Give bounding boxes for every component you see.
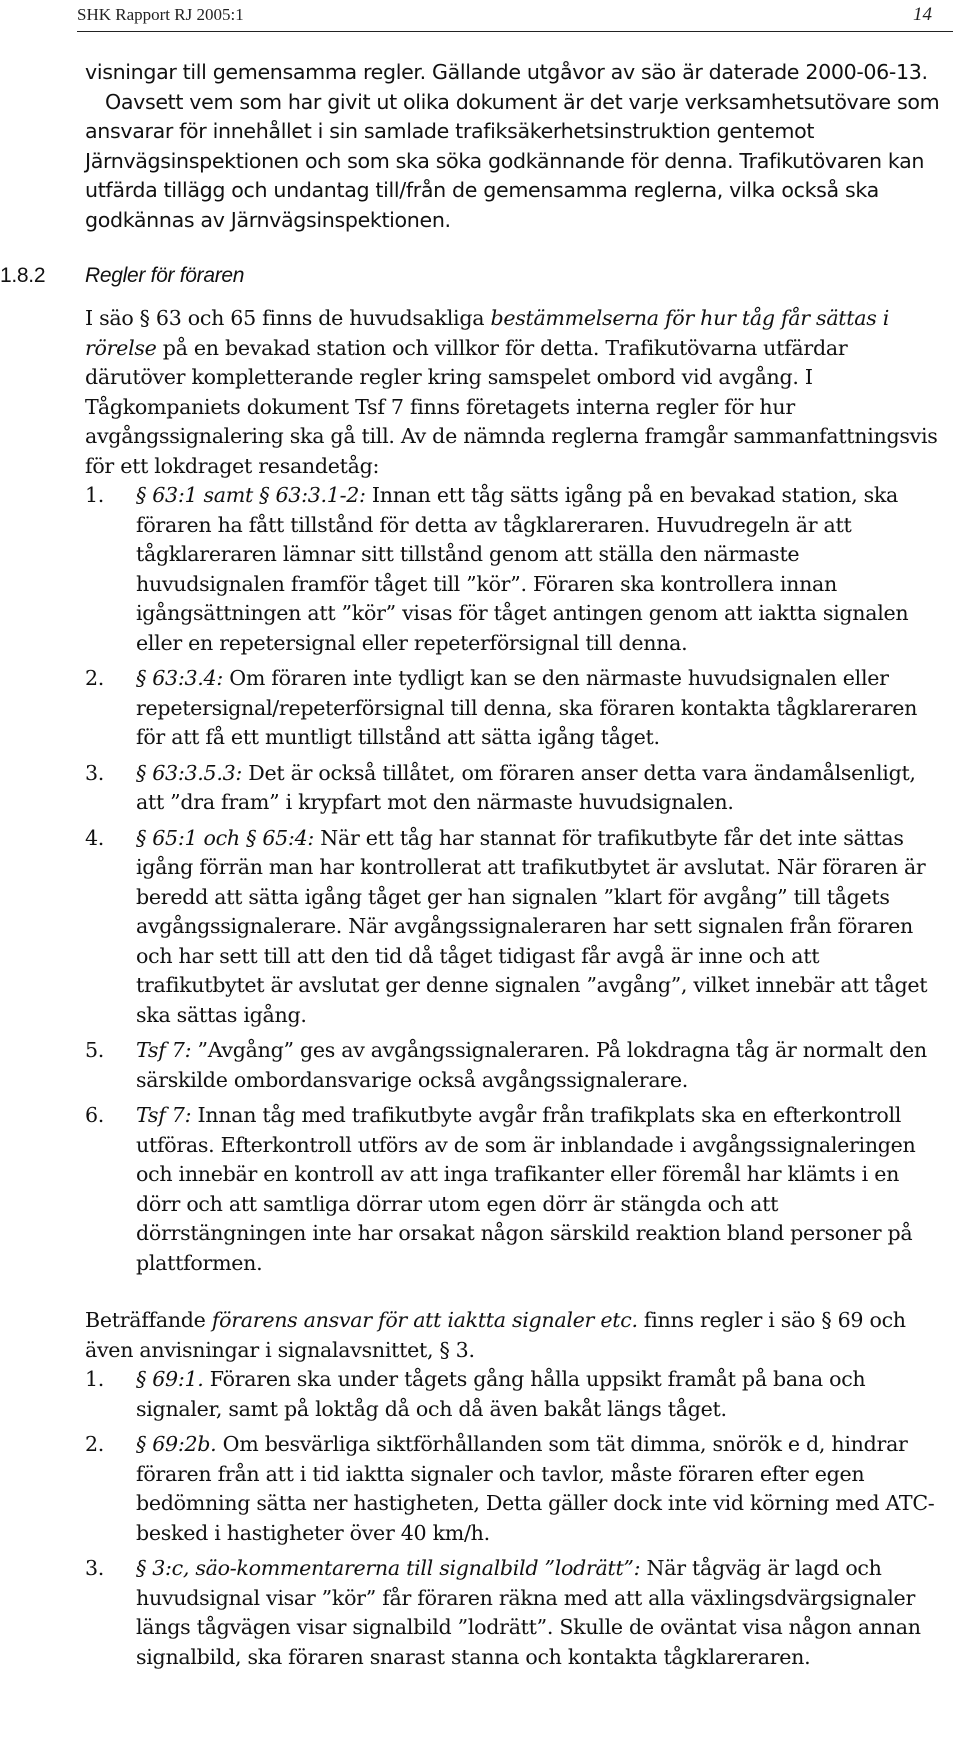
signals-paragraph-text-b: finns regler i säo § 69 och även anvisningar i signalavsnittet, § 3. xyxy=(85,1308,906,1362)
list-item-text: Det är också tillåtet, om föraren anser detta vara ändamålsenligt, att ”dra fram” i krypfart mot den närmaste huvudsignalen. xyxy=(136,760,916,814)
list-item xyxy=(85,1036,941,1095)
list-item-reference: § 65:1 och § 65:4: xyxy=(136,825,315,850)
signals-paragraph-emphasis: förarens ansvar för att iaktta signaler etc. xyxy=(211,1308,638,1332)
list-item-reference: § 63:3.5.3: xyxy=(136,760,243,785)
report-header: SHK Rapport RJ 2005:1 xyxy=(77,5,244,24)
section-paragraph-text-a: I säo § 63 och 65 finns de huvudsakliga xyxy=(85,306,491,330)
list-item-text: När tågväg är lagd och huvudsignal visar ”kör” får föraren räkna med att alla växlingsdvärgsignaler längs tågvägen visar signalbild ”lodrätt”. Skulle de oväntat visa någon annan signalbild, ska föraren snarast stanna och kontakta tågklareraren. xyxy=(136,1556,921,1669)
list-item-reference: § 3:c, säo-kommentarerna till signalbild ”lodrätt”: xyxy=(136,1556,641,1580)
list-item xyxy=(85,1554,941,1672)
list-item-text: Om föraren inte tydligt kan se den närmaste huvudsignalen eller repetersignal/repeterförsignal till denna, ska föraren kontakta tågklareraren för att få ett muntligt tillstånd att sätta igång tåget. xyxy=(136,666,918,749)
section-paragraph-text-b: på en bevakad station och villkor för detta. Trafikutövarna utfärdar därutöver kompletterande regler kring samspelet ombord vid avgång. I Tågkompaniets dokument Tsf 7 finns företagets interna regler för hur avgångssignalering ska gå till. Av de nämnda reglerna framgår sammanfattningsvis för ett lokdraget resandetåg: xyxy=(85,335,938,478)
intro-paragraph-2: Oavsett vem som har givit ut olika dokument är det varje verksamhetsutövare som ansvarar för innehållet i sin samlade trafiksäkerhetsinstruktion gentemot Järnvägsinspektionen och som ska söka godkännande för denna. Trafikutövaren kan utfärda tillägg och undantag till/från de gemensamma reglerna, vilka också ska godkännas av Järnvägsinspektionen. xyxy=(85,89,940,232)
list-item-reference: § 63:3.4: xyxy=(136,666,223,690)
page-number: 14 xyxy=(913,4,932,25)
list-item-number: 2. xyxy=(85,666,105,690)
list-item-text: Innan ett tåg sätts igång på en bevakad station, ska föraren ha fått tillstånd för detta av tågklareraren. Huvudregeln är att tågklareraren lämnar sitt tillstånd genom att ställa den närmaste huvudsignalen framför tåget till ”kör”. Föraren ska kontrollera innan igångsättningen att ”kör” visas för tåget antingen genom att iaktta signalen eller en repetersignal eller repeterförsignal till denna. xyxy=(136,483,909,655)
list-item xyxy=(85,664,941,753)
list-item-reference: § 69:1. xyxy=(136,1367,204,1391)
section-title: Regler för föraren xyxy=(85,264,245,287)
list-item-text: ”Avgång” ges av avgångssignaleraren. På lokdragna tåg är normalt den särskilde ombordansvarige också avgångssignalerare. xyxy=(136,1038,927,1092)
driver-rules-list xyxy=(85,481,941,1278)
list-item-number: 6. xyxy=(85,1103,105,1127)
list-item-number: 3. xyxy=(85,760,105,785)
list-item-reference: § 63:1 samt § 63:3.1-2: xyxy=(136,483,366,507)
signal-rules-list xyxy=(85,1365,941,1672)
list-item-text: När ett tåg har stannat för trafikutbyte får det inte sättas igång förrän man har kontrollerat att trafikutbytet är avslutat. När föraren är beredd att sätta igång tåget ger han signalen ”klart för avgång” till tågets avgångssignalerare. När avgångssignaleraren har sett signalen från föraren och har sett till att den tid då tåget tidigast får avgå är inne och att trafikutbytet är avslutat ger denne signalen ”avgång”, vilket innebär att tåget ska sättas igång. xyxy=(136,825,928,1027)
intro-paragraph-1: visningar till gemensamma regler. Gällande utgåvor av säo är daterade 2000-06-13. xyxy=(85,60,928,84)
list-item-text: Innan tåg med trafikutbyte avgår från trafikplats ska en efterkontroll utföras. Efterkontroll utförs av de som är inblandade i avgångssignaleringen och innebär en kontroll av att inga trafikanter eller föremål har klämts i en dörr och att samtliga dörrar utom egen dörr är stängda och att dörrstängningen inte har orsakat någon särskild reaktion bland personer på plattformen. xyxy=(136,1103,916,1275)
header-rule xyxy=(77,31,953,32)
list-item xyxy=(85,824,941,1031)
list-item xyxy=(85,759,941,818)
section-heading xyxy=(0,261,941,291)
signals-paragraph xyxy=(85,1306,941,1365)
list-item xyxy=(85,1430,941,1548)
list-item-number: 1. xyxy=(85,1367,105,1391)
list-item-number: 5. xyxy=(85,1038,105,1062)
section-paragraph xyxy=(85,304,941,481)
list-item-text: Om besvärliga siktförhållanden som tät dimma, snörök e d, hindrar föraren från att i tid iaktta signaler och tavlor, måste föraren efter egen bedömning sätta ner hastigheten, Detta gäller dock inte vid körning med ATC-besked i hastigheter över 40 km/h. xyxy=(136,1432,935,1545)
list-item-number: 1. xyxy=(85,483,105,507)
list-item-reference: Tsf 7: xyxy=(136,1103,192,1127)
list-item xyxy=(85,1365,941,1424)
list-item-number: 4. xyxy=(85,825,105,850)
page-body xyxy=(0,58,941,1678)
list-item-number: 2. xyxy=(85,1432,105,1456)
section-number: 1.8.2 xyxy=(0,264,46,287)
list-item-text: Föraren ska under tågets gång hålla uppsikt framåt på bana och signaler, samt på loktåg då och då även bakåt längs tåget. xyxy=(136,1367,866,1421)
signals-paragraph-text-a: Beträffande xyxy=(85,1308,212,1332)
section-paragraph-emphasis: bestämmelserna för hur tåg får sättas i rörelse xyxy=(85,306,890,360)
list-item-number: 3. xyxy=(85,1556,105,1580)
list-item xyxy=(85,1101,941,1278)
list-item-reference: § 69:2b. xyxy=(136,1432,217,1456)
list-item-reference: Tsf 7: xyxy=(136,1038,192,1062)
list-item xyxy=(85,481,941,658)
